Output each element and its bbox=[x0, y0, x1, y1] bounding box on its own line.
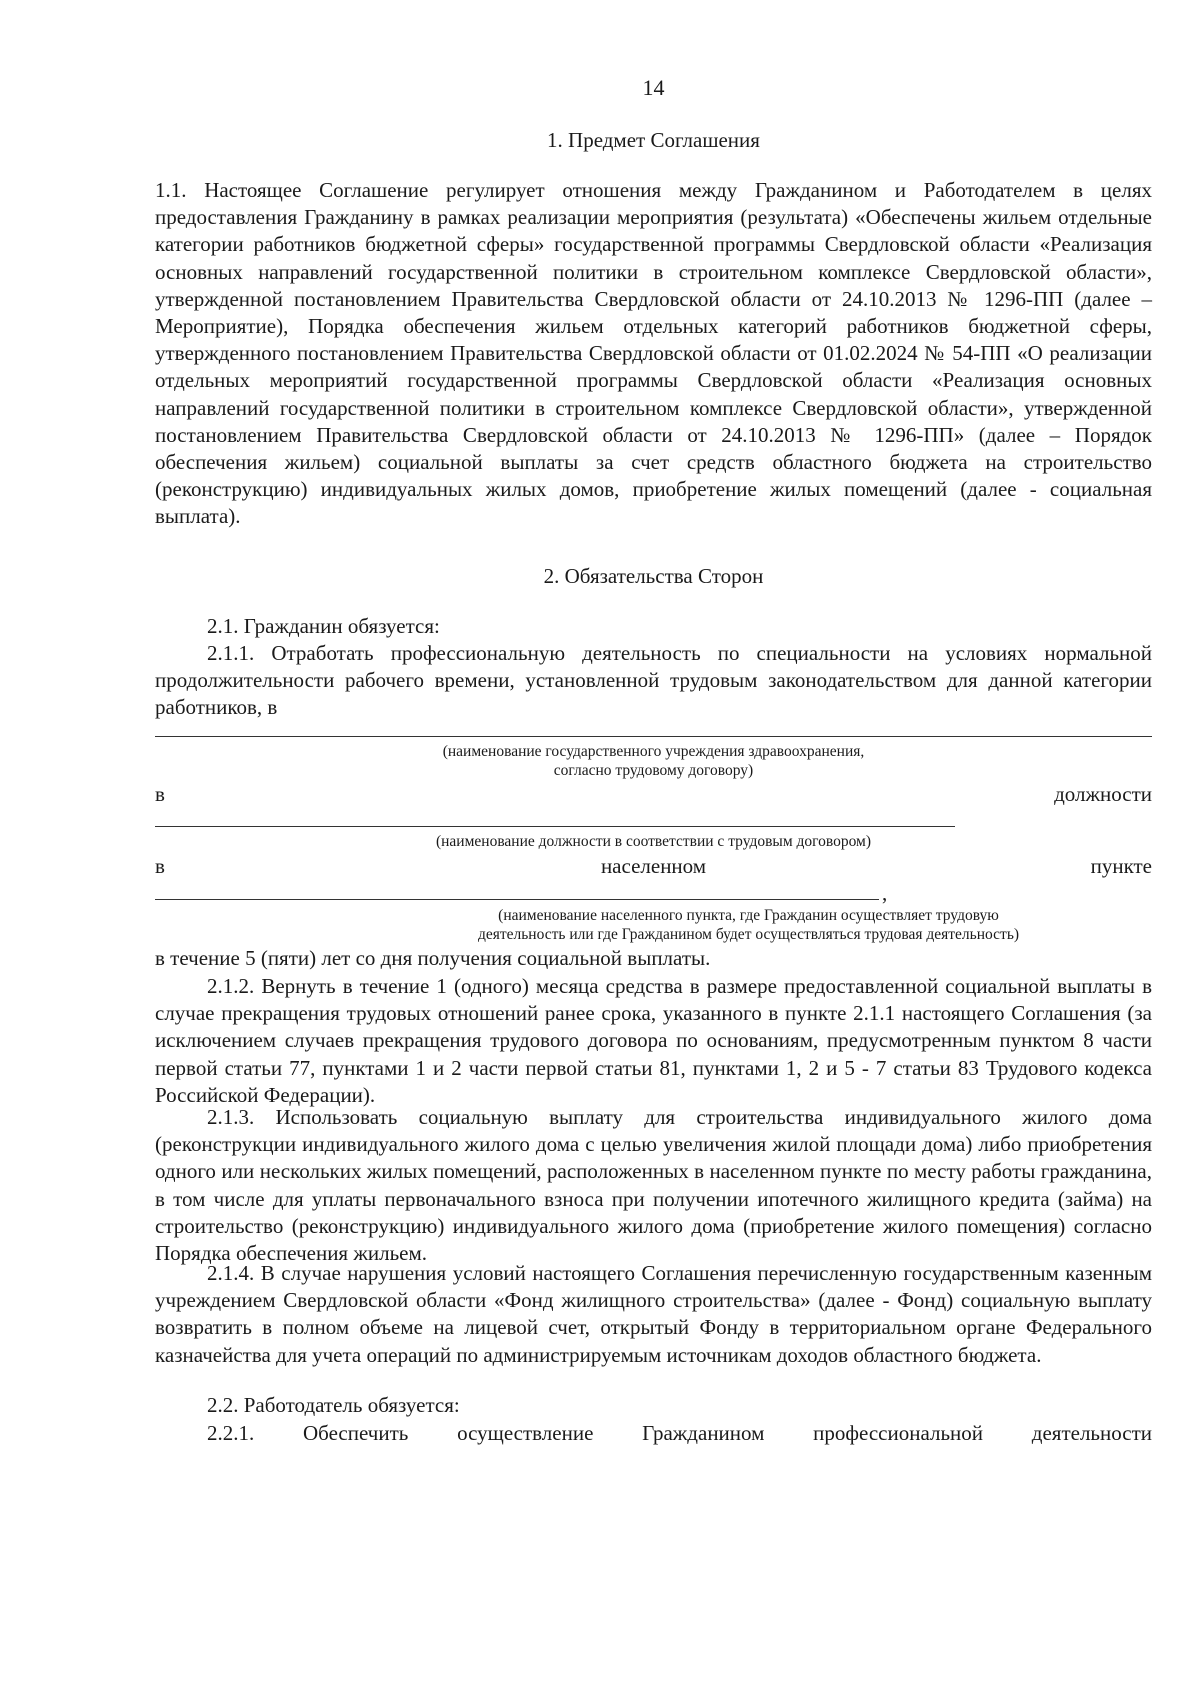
caption-institution bbox=[155, 742, 1152, 780]
paragraph-2-2-1: 2.2.1. Обеспечить осуществление Гражданином профессиональной деятельности bbox=[207, 1421, 1152, 1445]
page-number: 14 bbox=[642, 75, 665, 100]
paragraph-2-2: 2.2. Работодатель обязуется: bbox=[207, 1393, 460, 1417]
settlement-in-word: в bbox=[155, 854, 165, 878]
caption-institution-line-1: (наименование государственного учреждения здравоохранения, bbox=[442, 743, 865, 760]
position-blank-line[interactable] bbox=[155, 826, 955, 827]
paragraph-2-1-2: 2.1.2. Вернуть в течение 1 (одного) месяца средства в размере предоставленной социальной выплаты в случае прекращения трудовых отношений ранее срока, указанного в пункте 2.1.1 настоящего Соглашения (за исключением случаев прекращения трудового договора по основаниям, предусмотренным пунктом 8 части первой статьи 77, пунктами 1 и 2 части первой статьи 81, пунктами 1, 2 и 5 - 7 статьи 83 Трудового кодекса Российской Федерации). bbox=[155, 974, 1152, 1107]
position-in-word: в bbox=[155, 782, 165, 806]
position-word: должности bbox=[1054, 782, 1152, 806]
caption-settlement-line-2: деятельность или где Гражданином будет осуществляться трудовая деятельность) bbox=[477, 926, 1020, 943]
caption-institution-line-2: согласно трудовому договору) bbox=[553, 762, 754, 779]
paragraph-1-1: 1.1. Настоящее Соглашение регулирует отношения между Гражданином и Работодателем в целях предоставления Гражданину в рамках реализации мероприятия (результата) «Обеспечены жильем отдельные категории работников бюджетной сферы» государственной программы Свердловской области «Реализация основных направлений государственной политики в строительном комплексе Свердловской области», утвержденной постановлением Правительства Свердловской области от 24.10.2013 № 1296-ПП (далее – Мероприятие), Порядка обеспечения жильем отдельных категорий работников бюджетной сферы, утвержденного постановлением Правительства Свердловской области от 01.02.2024 № 54-ПП «О реализации отдельных мероприятий государственной программы Свердловской области «Реализация основных направлений государственной политики в строительном комплексе Свердловской области», утвержденной постановлением Правительства Свердловской области от 24.10.2013 № 1296-ПП» (далее – Порядок обеспечения жильем) социальной выплаты за счет средств областного бюджета на строительство (реконструкцию) индивидуальных жилых домов, приобретение жилых помещений (далее - социальная выплата). bbox=[155, 178, 1152, 529]
settlement-word: населенном bbox=[600, 854, 707, 878]
paragraph-2-1-3: 2.1.3. Использовать социальную выплату для строительства индивидуального жилого дома (реконструкции индивидуального жилого дома с целью увеличения жилой площади дома) либо приобретения одного или нескольких жилых помещений, расположенных в населенном пункте по месту работы гражданина, в том числе для уплаты первоначального взноса при получении ипотечного жилищного кредита (займа) на строительство (реконструкцию) индивидуального жилого дома (приобретение жилого помещения) согласно Порядка обеспечения жильем. bbox=[155, 1105, 1152, 1266]
settlement-blank-line[interactable] bbox=[155, 899, 879, 900]
section-2-title: 2. Обязательства Сторон bbox=[543, 564, 764, 588]
paragraph-2-1-1: 2.1.1. Отработать профессиональную деятельность по специальности на условиях нормальной продолжительности рабочего времени, установленной трудовым законодательством для данной категории работников, в bbox=[155, 641, 1152, 720]
point-word: пункте bbox=[1090, 854, 1152, 878]
caption-settlement-line-1: (наименование населенного пункта, где Гражданин осуществляет трудовую bbox=[498, 907, 999, 924]
caption-position: (наименование должности в соответствии с трудовым договором) bbox=[435, 833, 872, 850]
paragraph-2-1-4: 2.1.4. В случае нарушения условий настоящего Соглашения перечисленную государственным казенным учреждением Свердловской области «Фонд жилищного строительства» (далее - Фонд) социальную выплату возвратить в полном объеме на лицевой счет, открытый Фонду в территориальном органе Федерального казначейства для учета операций по администрируемым источникам доходов областного бюджета. bbox=[155, 1261, 1152, 1367]
paragraph-2-1: 2.1. Гражданин обязуется: bbox=[207, 614, 440, 638]
section-1-title: 1. Предмет Соглашения bbox=[547, 128, 760, 152]
document-page bbox=[155, 0, 1152, 1690]
caption-settlement bbox=[345, 906, 1152, 944]
institution-blank-line[interactable] bbox=[155, 736, 1152, 737]
paragraph-term: в течение 5 (пяти) лет со дня получения социальной выплаты. bbox=[155, 946, 711, 970]
settlement-comma: , bbox=[882, 881, 888, 905]
